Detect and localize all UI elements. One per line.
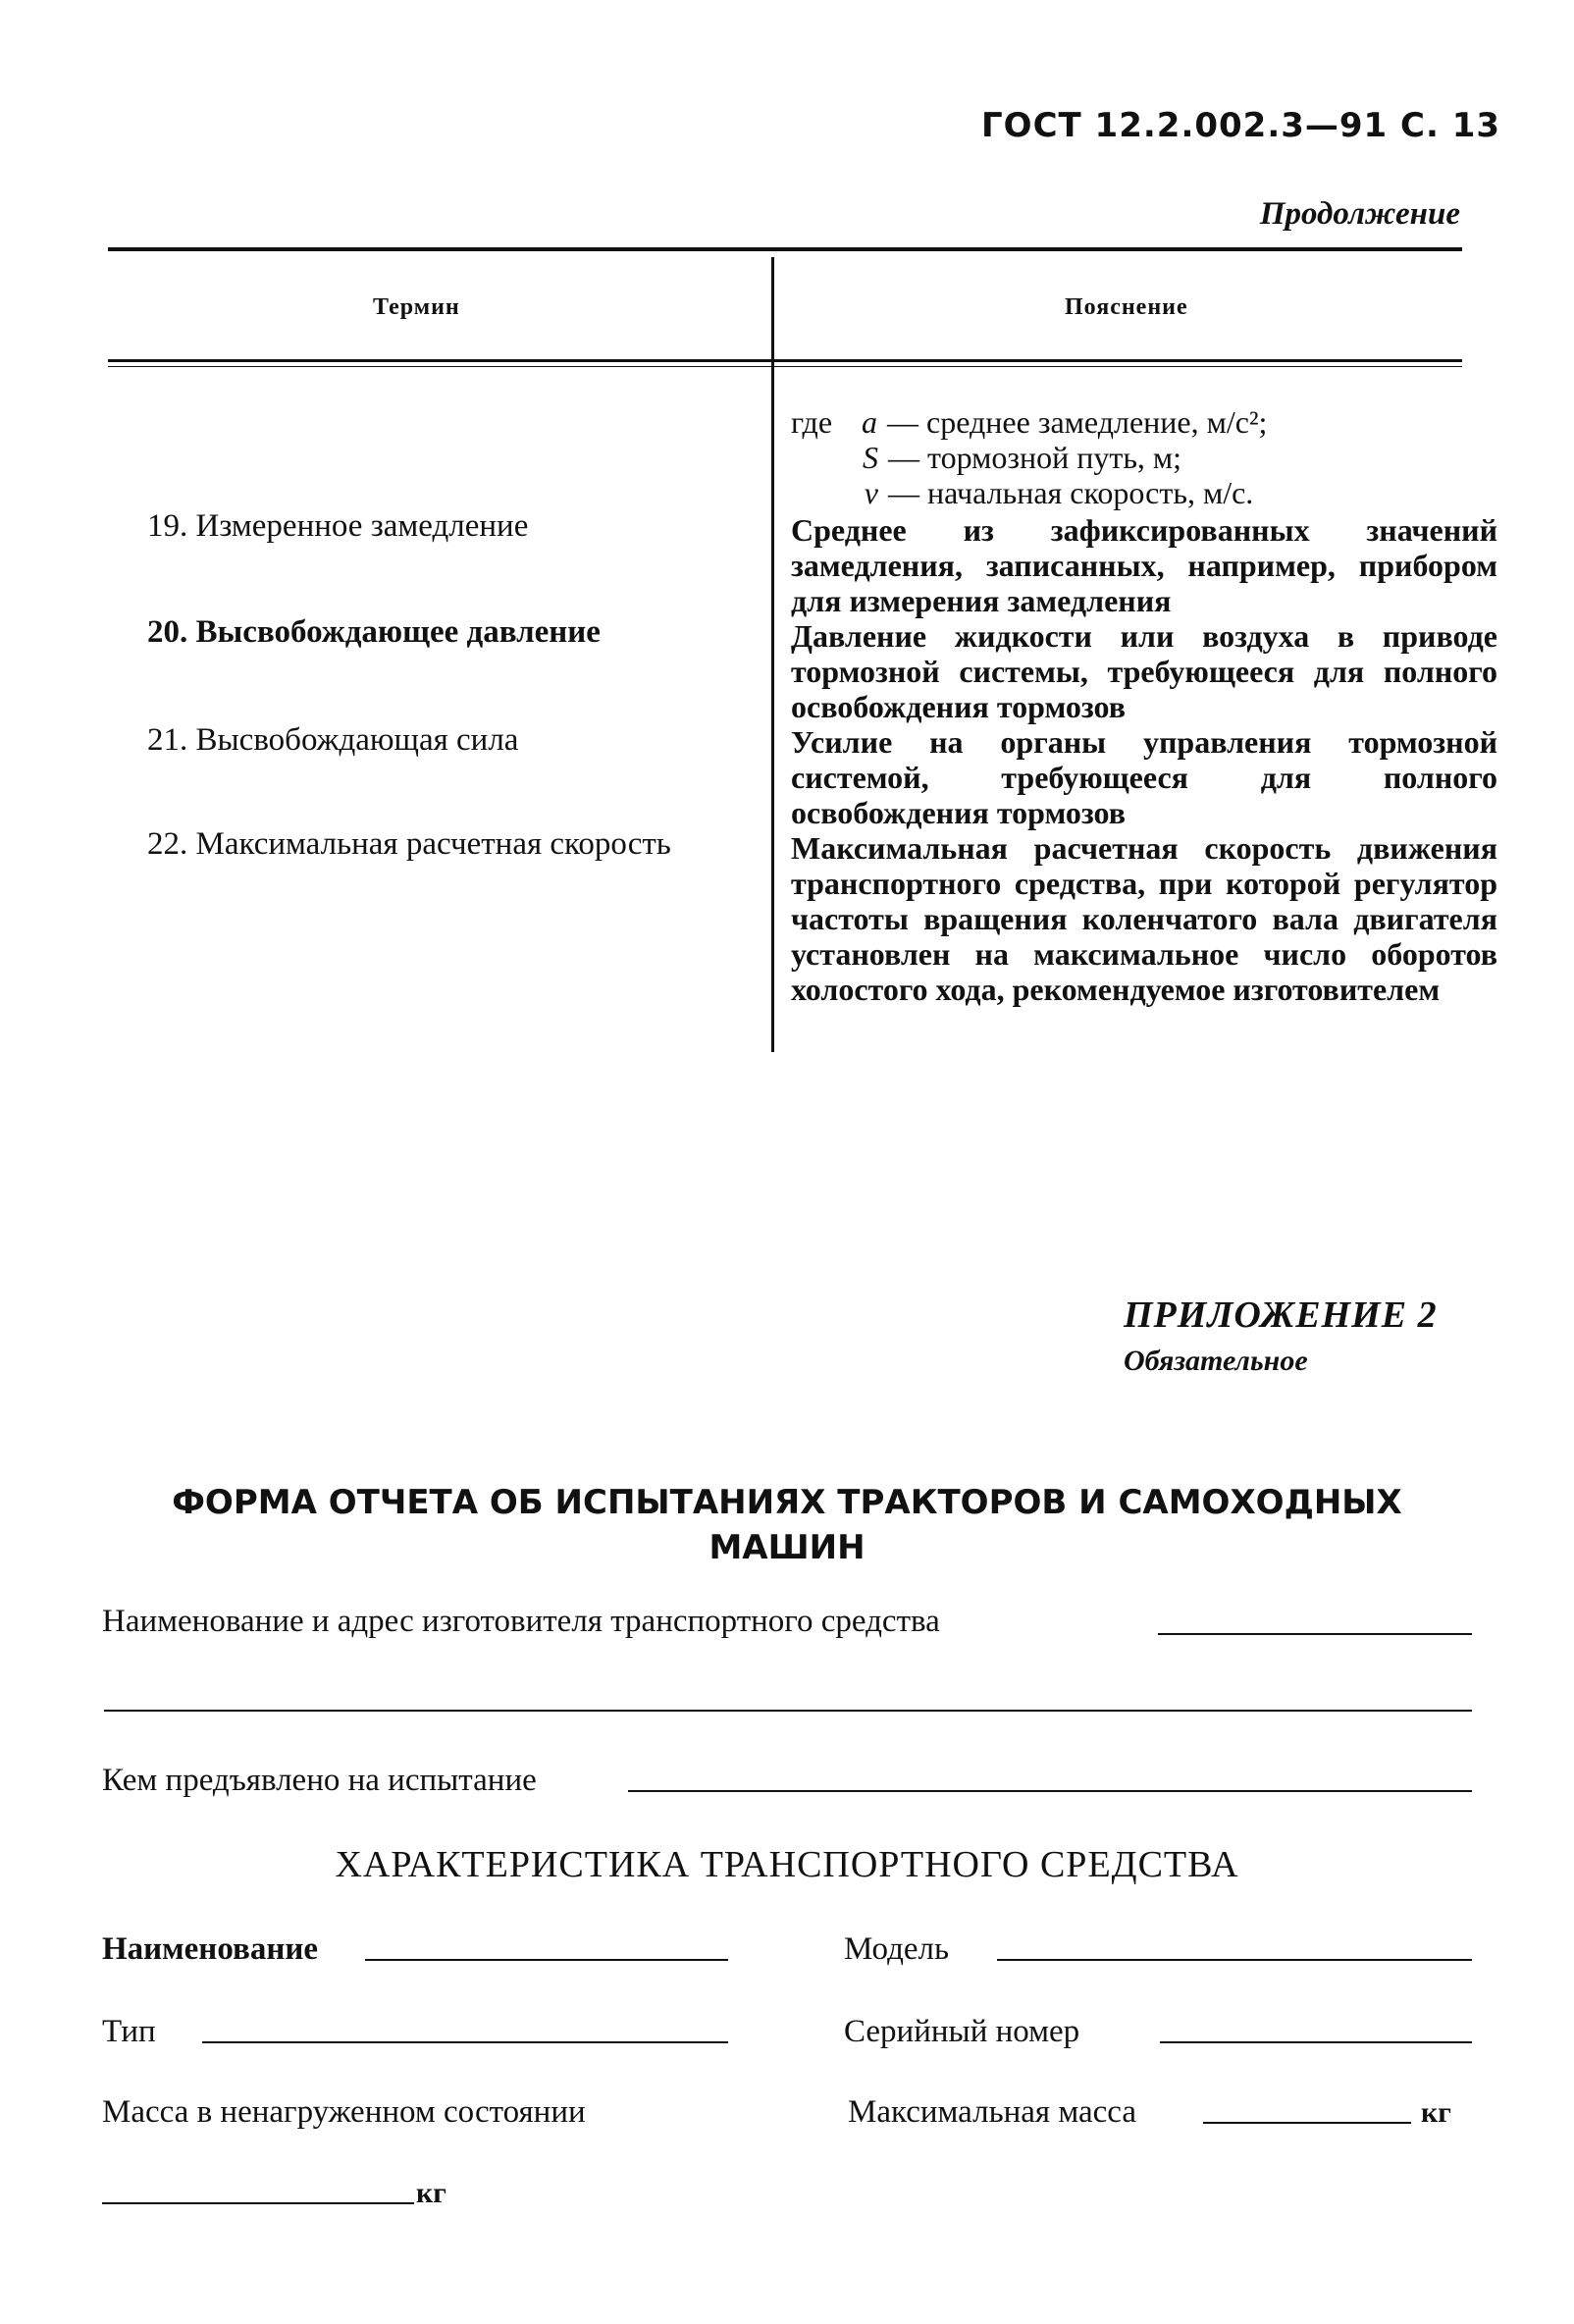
max-mass-unit: кг <box>1421 2096 1451 2129</box>
table-column-divider <box>771 257 774 1052</box>
continuation-label: Продолжение <box>1259 196 1460 232</box>
submitted-by-field[interactable] <box>628 1790 1472 1792</box>
manufacturer-field[interactable] <box>1158 1633 1472 1635</box>
legend-text: — среднее замедление, м/с²; <box>887 404 1268 440</box>
model-label: Модель <box>844 1931 950 1967</box>
legend-line <box>791 440 1267 475</box>
appendix-title: ПРИЛОЖЕНИЕ 2 <box>1124 1294 1438 1336</box>
formula-legend <box>791 404 1267 510</box>
legend-prefix: где <box>791 404 833 440</box>
type-label: Тип <box>102 2014 156 2049</box>
table-header-rule-thin <box>108 366 1462 367</box>
name-label: Наименование <box>102 1931 318 1967</box>
name-field[interactable] <box>365 1959 728 1961</box>
explanation-22: Максимальная расчетная скорость движения транспортного средства, при которой регулятор частоты вращения коленчатого вала двигателя установлен на максимальное число оборотов холостого хода, рекомендуемое изготовителем <box>791 830 1497 1007</box>
appendix-subtitle: Обязательное <box>1124 1345 1308 1377</box>
unladen-mass-unit: кг <box>416 2177 446 2209</box>
term-20: 20. Высвобождающее давление <box>147 614 601 650</box>
document-code: ГОСТ 12.2.002.3—91 С. 13 <box>981 106 1501 145</box>
term-19: 19. Измеренное замедление <box>147 508 529 544</box>
serial-number-field[interactable] <box>1160 2041 1472 2043</box>
manufacturer-label: Наименование и адрес изготовителя транспортного средства <box>102 1604 940 1639</box>
term-22: 22. Максимальная расчетная скорость <box>147 826 671 862</box>
table-header-rule <box>108 359 1462 362</box>
legend-symbol: v <box>864 475 878 510</box>
type-field[interactable] <box>202 2041 728 2043</box>
legend-line <box>791 475 1267 510</box>
serial-number-label: Серийный номер <box>844 2014 1080 2049</box>
column-header-term: Термин <box>373 294 460 320</box>
explanation-21: Усилие на органы управления тормозной системой, требующееся для полного освобождения тормозов <box>791 724 1497 830</box>
submitted-by-label: Кем предъявлено на испытание <box>102 1763 537 1798</box>
form-title: ФОРМА ОТЧЕТА ОБ ИСПЫТАНИЯХ ТРАКТОРОВ И САМОХОДНЫХ МАШИН <box>172 1483 1402 1567</box>
unladen-mass-field[interactable] <box>102 2202 414 2204</box>
explanation-20: Давление жидкости или воздуха в приводе тормозной системы, требующееся для полного освобождения тормозов <box>791 618 1497 724</box>
term-21: 21. Высвобождающая сила <box>147 722 519 758</box>
legend-text: — тормозной путь, м; <box>888 440 1182 475</box>
max-mass-field[interactable] <box>1203 2122 1411 2124</box>
explanation-19: Среднее из зафиксированных значений замедления, записанных, например, прибором для измерения замедления <box>791 512 1497 618</box>
manufacturer-field-line-2[interactable] <box>104 1710 1472 1712</box>
table-top-rule <box>108 247 1462 251</box>
section-title: ХАРАКТЕРИСТИКА ТРАНСПОРТНОГО СРЕДСТВА <box>335 1844 1239 1885</box>
legend-text: — начальная скорость, м/с. <box>888 475 1254 510</box>
column-header-explanation: Пояснение <box>1065 294 1188 320</box>
model-field[interactable] <box>997 1959 1472 1961</box>
legend-symbol: a <box>862 404 878 440</box>
legend-line <box>791 404 1267 440</box>
unladen-mass-label: Масса в ненагруженном состоянии <box>102 2094 586 2130</box>
max-mass-label: Максимальная масса <box>848 2094 1137 2130</box>
legend-symbol: S <box>863 440 878 475</box>
